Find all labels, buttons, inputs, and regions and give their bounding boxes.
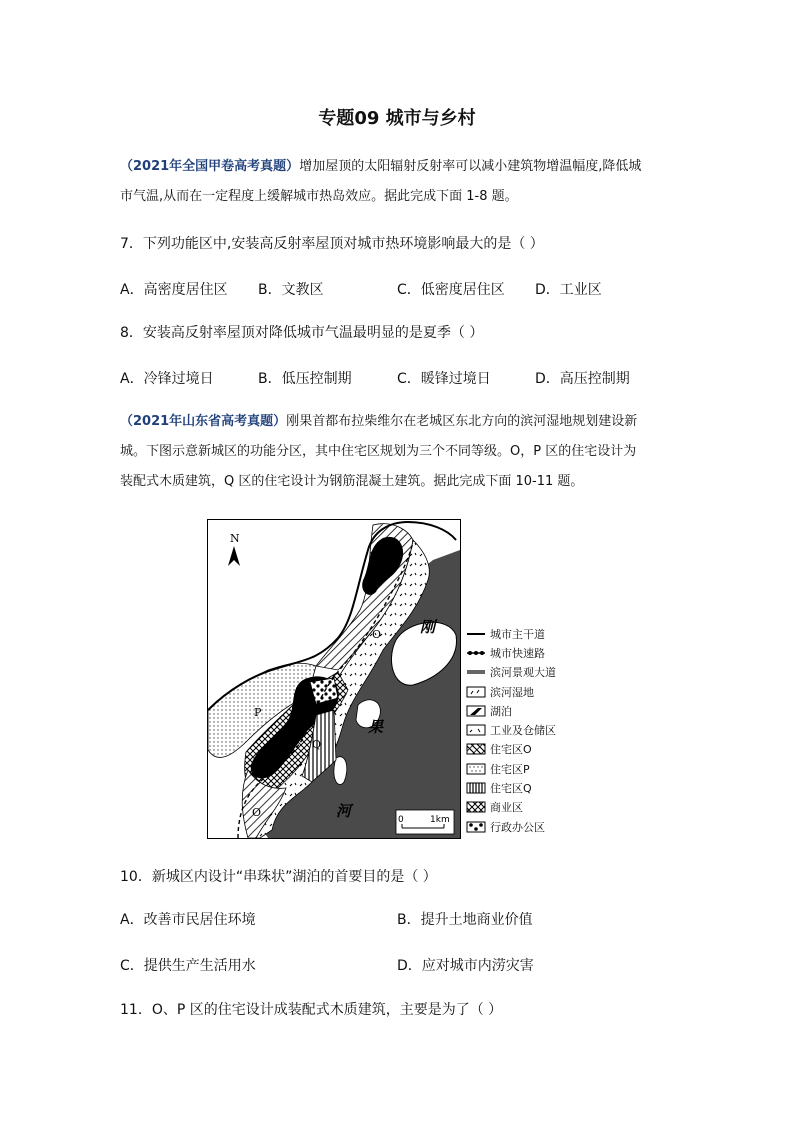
question-8-option-b[interactable]: B．低压控制期	[258, 371, 352, 387]
residential-q-icon	[466, 782, 486, 794]
intro-line: 市气温,从而在一定程度上缓解城市热岛效应。据此完成下面 1-8 题。	[120, 189, 518, 204]
expressway-icon	[466, 647, 486, 659]
main-road-icon	[466, 628, 486, 640]
question-10-option-a[interactable]: A．改善市民居住环境	[120, 912, 256, 928]
zone-label-o: O	[372, 628, 382, 641]
question-7-option-a[interactable]: A．高密度居住区	[120, 282, 228, 298]
question-8-stem: 8．安装高反射率屋顶对降低城市气温最明显的是夏季（ ）	[120, 325, 484, 341]
intro-line: 增加屋顶的太阳辐射反射率可以减小建筑物增温幅度,降低城	[299, 159, 642, 174]
map-legend	[466, 624, 556, 836]
legend-item: 城市快速路	[466, 643, 556, 662]
legend-item: 滨河景观大道	[466, 663, 556, 682]
legend-item: 住宅区O	[466, 740, 556, 759]
residential-p-icon	[466, 763, 486, 775]
river-char: 刚	[420, 618, 436, 636]
zone-label-p: P	[254, 706, 262, 719]
question-8-option-d[interactable]: D．高压控制期	[535, 371, 630, 387]
question-10-option-c[interactable]: C．提供生产生活用水	[120, 958, 256, 974]
page-title: 专题09 城市与乡村	[318, 108, 476, 129]
intro-line: 城。下图示意新城区的功能分区，其中住宅区规划为三个不同等级。O，P 区的住宅设计为	[120, 444, 637, 459]
commercial-icon	[466, 801, 486, 813]
riverside-avenue-icon	[466, 666, 486, 678]
industrial-icon	[466, 724, 486, 736]
city-zoning-map	[207, 519, 461, 839]
river-island	[334, 757, 347, 785]
river-char: 果	[368, 718, 384, 736]
scale-zero: 0	[398, 815, 404, 825]
legend-item: 住宅区P	[466, 759, 556, 778]
source-tag: （2021年山东省高考真题）	[120, 414, 287, 429]
wetland-icon	[466, 686, 486, 698]
intro-line: 刚果首都布拉柴维尔在老城区东北方向的滨河湿地规划建设新	[286, 414, 638, 429]
zone-label-q: Q	[312, 738, 322, 751]
question-7-option-b[interactable]: B．文教区	[258, 282, 324, 298]
source-tag: （2021年全国甲卷高考真题）	[120, 159, 300, 174]
intro-paragraph-2	[120, 407, 680, 497]
admin-office-icon	[466, 821, 486, 833]
river-char: 河	[336, 802, 352, 820]
intro-line: 装配式木质建筑，Q 区的住宅设计为钢筋混凝土建筑。据此完成下面 10-11 题。	[120, 474, 584, 489]
question-8-option-a[interactable]: A．冷锋过境日	[120, 371, 214, 387]
intro-paragraph-1	[120, 152, 680, 212]
legend-item: 商业区	[466, 798, 556, 817]
north-label: N	[230, 532, 240, 545]
legend-item: 行政办公区	[466, 817, 556, 836]
legend-item: 住宅区Q	[466, 778, 556, 797]
legend-item: 湖泊	[466, 701, 556, 720]
north-arrow	[228, 532, 240, 566]
legend-item: 滨河湿地	[466, 682, 556, 701]
question-8-option-c[interactable]: C．暖锋过境日	[397, 371, 491, 387]
zone-label-o: O	[252, 806, 262, 819]
scale-km: 1km	[430, 815, 450, 825]
question-11-stem: 11．O、P 区的住宅设计成装配式木质建筑，主要是为了（ ）	[120, 1002, 503, 1018]
question-7-option-d[interactable]: D．工业区	[535, 282, 602, 298]
question-10-option-d[interactable]: D．应对城市内涝灾害	[397, 958, 534, 974]
question-7-option-c[interactable]: C．低密度居住区	[397, 282, 505, 298]
question-7-stem: 7．下列功能区中,安装高反射率屋顶对城市热环境影响最大的是（ ）	[120, 236, 544, 252]
legend-item: 工业及仓储区	[466, 720, 556, 739]
question-10-option-b[interactable]: B．提升土地商业价值	[397, 912, 533, 928]
scale-bar	[396, 810, 454, 834]
legend-item: 城市主干道	[466, 624, 556, 643]
residential-o-icon	[466, 743, 486, 755]
question-10-stem: 10．新城区内设计“串珠状”湖泊的首要目的是（ ）	[120, 869, 437, 885]
lake-icon	[466, 705, 486, 717]
